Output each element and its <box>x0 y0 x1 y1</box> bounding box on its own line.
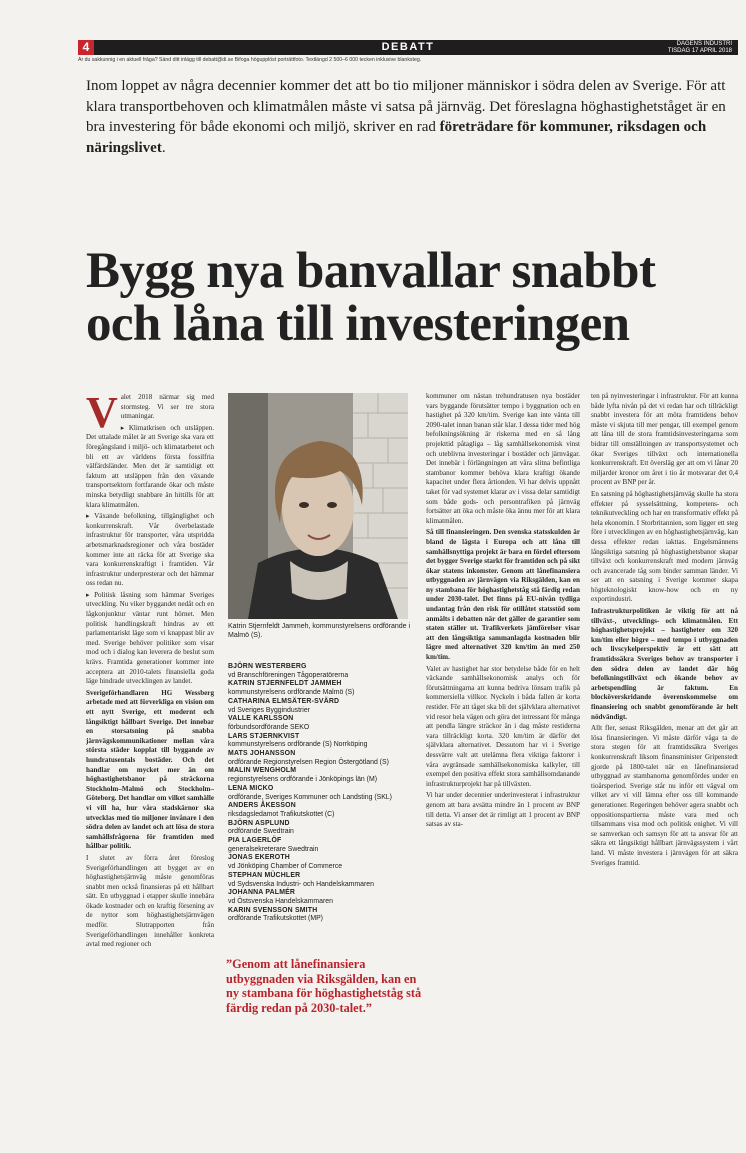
signatory-role: förbundsordförande SEKO <box>228 723 310 731</box>
paragraph: Vi har under decennier underinvesterat i infrastruktur genom att bara avsätta mindre än 1 procent av BNP till detta. Vi anser det är rimligt att 1 procent av BNP satsas av sta- <box>426 791 580 829</box>
headline <box>86 245 736 351</box>
paragraph: ▸ Växande befolkning, tillgänglighet och konkurrenskraft. Vår överbelastade infrastruktur för transporter, våra utspridda arbetsmarknadsregioner och våra bostäder kommer inte att räcka för att Sverige ska vara konkurrenskraftigt i framtiden. Vår infrastruktur underpresterar och det hämmar oss redan nu. <box>86 512 214 588</box>
signatory <box>228 889 414 906</box>
signatory-name: BJÖRN WESTERBERG <box>228 663 307 670</box>
paragraph-bold: Infrastrukturpolitiken är viktig för att nå tillväxt-, utvecklings- och klimatmålen. Ett höghastighetsprojekt – hastigheter om 320 km/tim eller högre – med tempo i utbyggnaden och livscykelperspektiv är ett sätt att framtidssäkra Sveriges behov av transporter i den södra delen av landet där hög befolkningstillväxt och ökande behov av arbetspendling är faktum. En blocköverskridande överenskommelse om finansiering och snabbt genomförande är helt nödvändigt. <box>591 607 738 721</box>
signatory-name: LARS STJERNKVIST <box>228 732 300 740</box>
signatory-name: CATHARINA ELMSÄTER-SVÄRD <box>228 697 340 705</box>
signatory-role: ordförande Trafikutskottet (MP) <box>228 915 323 923</box>
paragraph: Allt fler, senast Riksgälden, menar att det går att lösa finansieringen. Vi måste därför våga ta de stora stegen för att framtidssäkra Sveriges konkurrenskraft liksom finansminister Gripenstedt gjorde på 1800-talet när en lånefinansierad utbyggnad av stambanorna genomfördes under en tioårsperiod. Sverige står nu inför ett vägval om vilket arv vi vill lämna efter oss till kommande generationer. Regeringen behöver agera snabbt och oppositionspartierna måste vara med och tillsammans visa mod och politisk enighet. Vi vill se samverkan och samsyn för att ta ansvar för att säkra ett långsiktigt hållbart järnvägssystem i vårt land. Vi måste investera i järnvägen för att säkra Sveriges framtid. <box>591 724 738 867</box>
headline-line-1: Bygg nya banvallar snabbt <box>86 243 656 299</box>
signatory-role: vd Sydsvenska Industri- och Handelskammaren <box>228 880 374 888</box>
section-title: DEBATT <box>381 41 435 53</box>
signatory <box>228 750 414 767</box>
signatory-role: ordförande Swedtrain <box>228 828 294 836</box>
signatory-name: MATS JOHANSSON <box>228 750 296 758</box>
signatory-name: MALIN WENGHOLM <box>228 767 297 775</box>
signatory-name: KATRIN STJERNFELDT JAMMEH <box>228 680 342 688</box>
paragraph: ▸ Klimatkrisen och utsläppen. Det uttalade målet är att Sverige ska vara ett föregångsland i miljö- och klimatarbetet och bli ett av världens första fossilfria välfärdsländer. Men det är samtidigt ett faktum att utsläppen från den växande transportsektorn fortfarande ökar och måste minska betydligt snabbare än hittills för att klara klimatmålen. <box>86 423 214 509</box>
paper-name: DAGENS INDUSTRI <box>676 41 732 47</box>
signatory <box>228 733 414 750</box>
signatory-name: ANDERS ÅKESSON <box>228 802 296 810</box>
signatory-name: STEPHAN MÜCHLER <box>228 871 301 879</box>
signatory <box>228 680 414 697</box>
signatory-name: PIA LAGERLÖF <box>228 837 282 845</box>
signatory-role: vd Sveriges Byggindustrier <box>228 706 310 714</box>
signatories-list <box>228 663 414 924</box>
signatory <box>228 698 414 715</box>
paragraph-bold: Sverigeförhandlaren HG Wessberg arbetade med att förverkliga en vision om ett nytt Sverige, ett modernt och långsiktigt hållbart Sverige. Det innebar en storsatsning på snabba järnvägskommunikationer mellan våra största städer kopplat till byggande av hundratusentals bostäder. Och det handlar om mycket mer än om höghastighetsbanor på sträckorna Stockholm–Malmö och Stockholm–Göteborg. Det handlar om vilket samhälle vi vill ha, hur våra stadskärnor ska utvecklas med tio miljoner invånare i den södra delen av landet och att lösa de stora samhällsfrågorna för framtiden med hållbar politik. <box>86 688 214 851</box>
paper-info <box>668 41 732 54</box>
paragraph: alet 2018 närmar sig med stormsteg. Vi ser tre stora utmaningar. <box>120 393 214 421</box>
signatory-role: vd Östsvenska Handelskammaren <box>228 897 333 905</box>
author-photo <box>228 393 408 619</box>
lede <box>86 76 726 158</box>
paragraph: En satsning på höghastighetsjärnväg skulle ha stora effekter på sysselsättning, kompetens- och teknikutveckling och har en transformativ effekt på hela ekonomin. I Storbritannien, som ligger ett steg före i utvecklingen av en höghastighetsjärnväg, kan dessa effekter redan iakttas. Engelsmännens långsiktiga satsning på höghastighetsbanor skapar tillväxt och konkurrenskraft med modern järnväg och avancerade tåg som binder samman länder. Vi ser att en satsning i Sverige kommer skapa högteknologiskt know-how och en ny exportindustri. <box>591 489 738 604</box>
signatory <box>228 663 414 680</box>
signatory-role: vd Jönköping Chamber of Commerce <box>228 863 343 871</box>
paragraph: ▸ Politisk låsning som hämmar Sveriges utveckling. Nu viker byggandet nedåt och en lågkonjunktur väntar runt hörnet. Men politisk handlingskraft hindras av ett parlamentariskt läge som vi knappast blir av med. Sverige behöver politiker som visar mod och i dialog kan leverera de beslut som krävs. Framtida generationer kommer inte acceptera att 2010-talets finansiella goda läge hindrade utvecklingen av landet. <box>86 590 214 686</box>
signatory-name: JOHANNA PALMÉR <box>228 889 296 897</box>
signatory <box>228 715 414 732</box>
lede-authors: företrädare för kommuner, riksdagen och näringslivet <box>86 119 707 156</box>
signatory <box>228 802 414 819</box>
signatory <box>228 820 414 837</box>
pull-quote: ”Genom att lånefinansiera utbyggnaden via Riksgälden, kan en ny stambana för höghastighetståg stå färdig redan på 2030-talet.” <box>226 957 422 1015</box>
paragraph-bold: Så till finansieringen. Den svenska statsskulden är bland de lägsta i Europa och att låna till samhällsnyttiga projekt är bara en fördel eftersom det bygger Sverige starkt för framtiden och på sikt ökar statens inkomster. Genom att lånefinansiera utbyggnaden av järnvägen via Riksgälden, kan en ny stambana för höghastighetståg stå färdig redan under 2030-talet. Det finns på EU-nivån tydliga undantag från den risk för otillåtet statsstöd som anmälts i debatten när det gäller de garantier som staten ställer ut. Trafikverkets jämförelser visar att den långsiktiga sammanlagda kostnaden blir lägre med alternativet 320 km/tim än med 250 km/tim. <box>426 528 580 662</box>
portrait-illustration <box>228 393 408 619</box>
signatory-name: VALLE KARLSSON <box>228 715 294 723</box>
photo-caption: Katrin Stjernfeldt Jammeh, kommunstyrelsens ordförande i Malmö (S). <box>228 623 411 639</box>
signatory-role: vd Branschföreningen Tågoperatörerna <box>228 671 349 679</box>
signatory-role: riksdagsledamot Trafikutskottet (C) <box>228 810 335 818</box>
issue-date: TISDAG 17 APRIL 2018 <box>667 47 732 54</box>
signatory-role: regionstyrelsens ordförande i Jönköpings län (M) <box>228 776 377 784</box>
headline-line-2: och låna till investeringen <box>86 296 630 352</box>
submission-note: Är du sakkunnig i en aktuell fråga? Sänd ditt inlägg till debatt@di.se Bifoga högupplöst porträttfoto. Textlängd 2 500–6 000 tecken inklusive blanksteg. <box>78 57 422 63</box>
signatory <box>228 837 414 854</box>
signatory <box>228 907 414 924</box>
page-number: 4 <box>78 40 94 55</box>
signatory-role: generalsekreterare Swedtrain <box>228 845 319 853</box>
article-column-1 <box>86 388 214 952</box>
paragraph: I slutet av förra året föreslog Sverigeförhandlingen att bygget av en höghastighetsjärnväg måste genomföras snabbt men också finansieras på ett hållbart sätt. En utbyggnad i etapper skulle innebära ökade kostnader och en kraftig försening av de nyttor som höghastighetsjärnvägen medför. Slutrapporten från Sverigeförhandlingen innehåller konkreta avtal med regioner och <box>86 853 214 949</box>
signatory-name: BJÖRN ASPLUND <box>228 819 290 827</box>
signatory-role: kommunstyrelsens ordförande Malmö (S) <box>228 689 355 697</box>
signatory <box>228 785 414 802</box>
section-header-bar <box>78 40 738 55</box>
signatory-name: KARIN SVENSSON SMITH <box>228 906 318 914</box>
signatory <box>228 767 414 784</box>
signatory <box>228 872 414 889</box>
paragraph: ten på nyinvesteringar i infrastruktur. För att kunna både lyfta nivån på det vi redan har och tillräckligt snabbt investera för att möta framtidens behov måste vi skjuta till mer pengar, till exempel genom att låna till de stora framtidsinvesteringarna som bidrar till omställningen av transportsystemet och ökar Sveriges tillväxt och internationella konkurrenskraft. Ett översläg ger att om vi lånar 20 miljarder kronor om året i tio år motsvarar det 0,4 procent av BNP per år. <box>591 392 738 487</box>
lede-text: Inom loppet av några decennier kommer det att bo tio miljoner människor i södra delen av Sverige. För att klara transportbehoven och klimatmålen måste vi satsa på järnväg. Det föreslagna höghastighetståget är en bra investering för både ekonomi och miljö, skriver en rad <box>86 78 726 135</box>
article-column-4 <box>591 392 738 870</box>
article-column-3 <box>426 392 580 832</box>
signatory-role: kommunstyrelsens ordförande (S) Norrköping <box>228 741 368 749</box>
lede-end: . <box>161 139 166 156</box>
signatory <box>228 854 414 871</box>
drop-cap: V <box>86 388 118 437</box>
signatory-role: ordförande, Sveriges Kommuner och Landsting (SKL) <box>228 793 392 801</box>
signatory-role: ordförande Regionstyrelsen Region Östergötland (S) <box>228 758 389 766</box>
signatory-name: LENA MICKO <box>228 784 274 792</box>
paragraph: kommuner om nästan trehundratusen nya bostäder vars byggande förutsätter tempo i byggnation och en hastighet på 320 km/tim. Sverige kan inte vänta till 2090-talet innan banan står klar. I dessa tider med hög befolkningsökning är riskerna med en så lång projekttid påtagliga – låg samhällsekonomisk vinst och uteblivna investeringar i bostäder och järnvägar. Det innebär i förlängningen att våra slitna befintliga stambanor kommer behöva klara kraftigt ökande kapacitet under flera årtionden. Vi har delvis uppnått taket för vad systemet klarar av i vissa delar samtidigt som både gods- och persontrafiken på järnväg fortsätter att öka och måste öka ännu mer för att klara klimatmålen. <box>426 392 580 525</box>
signatory-name: JONAS EKEROTH <box>228 854 290 862</box>
paragraph: Valet av hastighet har stor betydelse både för en helt väckande samhällsekonomisk analys och för förutsättningarna att kunna bedriva lönsam trafik på kommersiella villkor. Nyckeln i båda fallen är korta restider. För att tåget ska bli det självklara alternativet vid resor hela vägen och göra det intressant för många att pendla längre sträckor än i dag måste restiderna vara tillräckligt korta. 320 km/tim är därför det självklara alternativet. Dessutom har vi i Sverige dessvärre valt att utelämna flera viktiga faktorer i våra avgränsade samhällsekonomiska kalkyler, till exempel den positiva effekt stora samhällsomdanande infrastrukturprojekt har på tillväxten. <box>426 664 580 788</box>
